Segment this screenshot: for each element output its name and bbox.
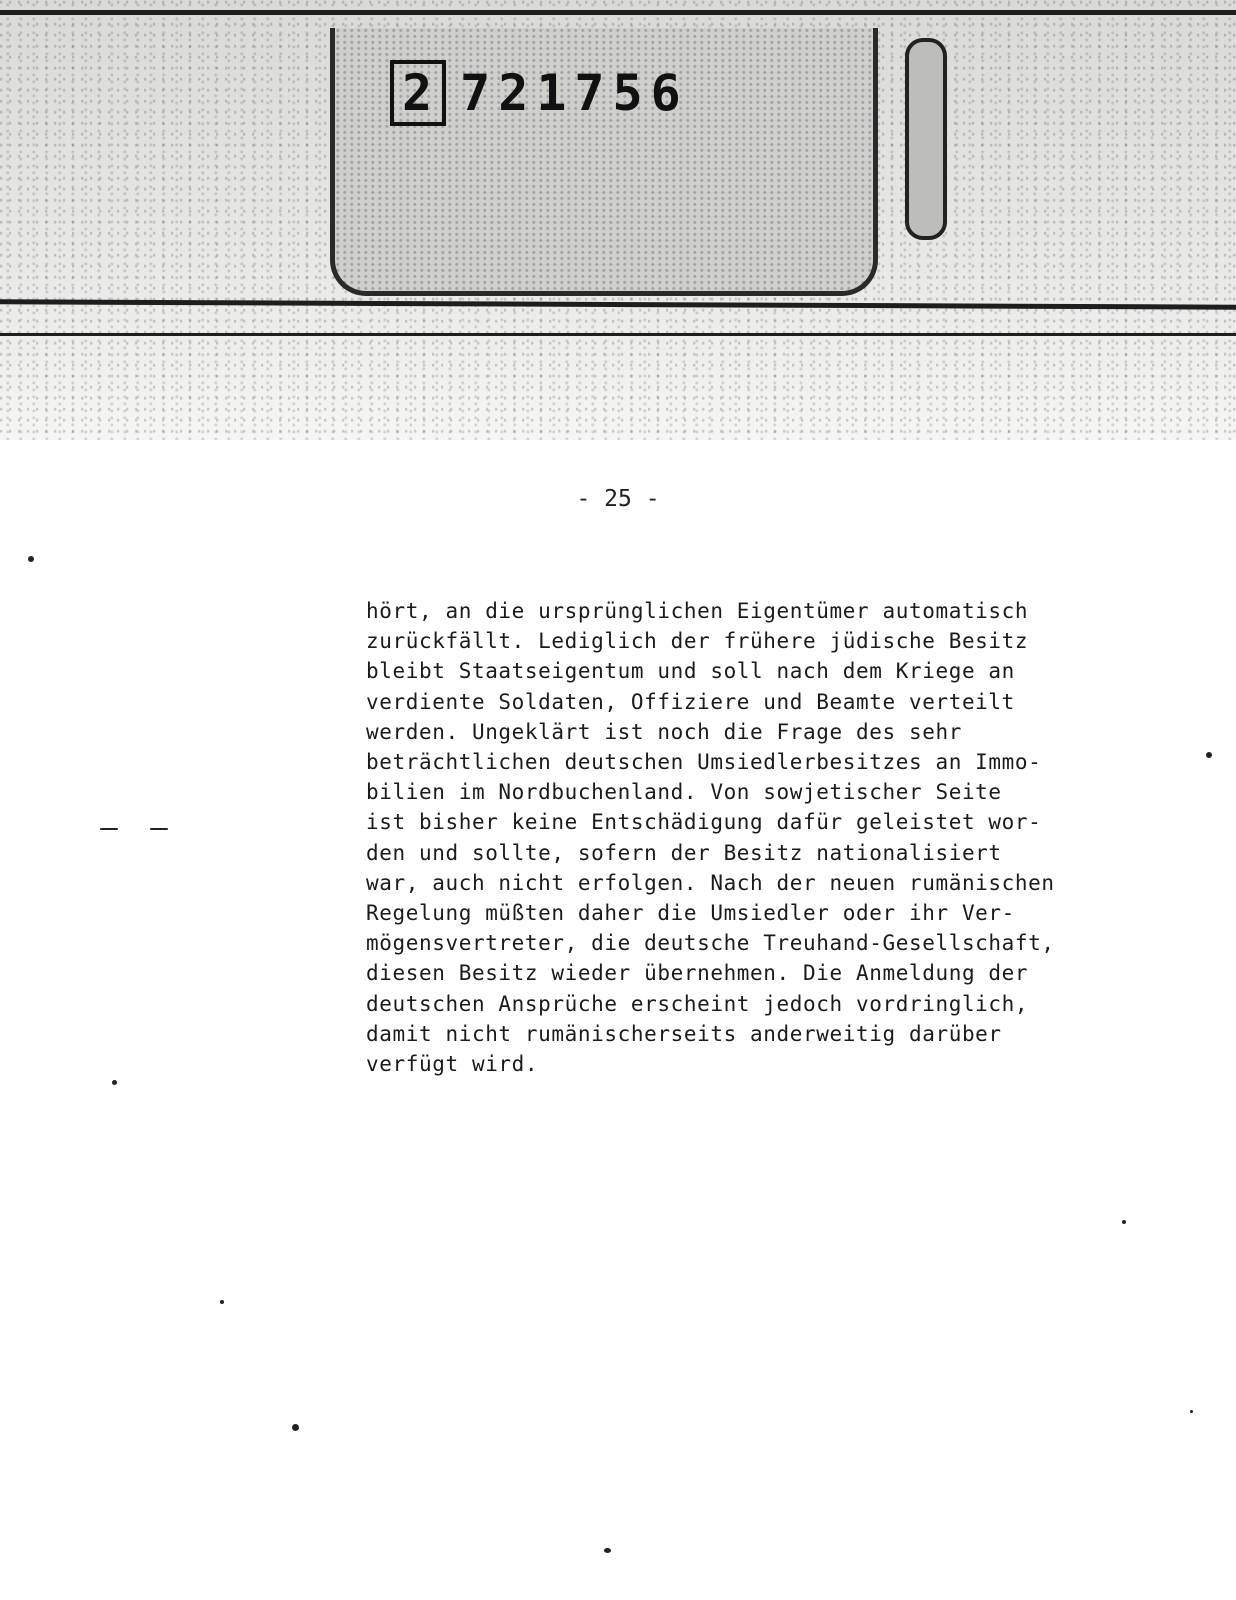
photocopy-speck	[220, 1300, 224, 1304]
text-line: verfügt wird.	[366, 1052, 539, 1077]
header-rule-lower	[0, 333, 1236, 336]
photocopy-speck	[292, 1424, 299, 1431]
header-rule-top	[0, 10, 1236, 15]
text-line: hört, an die ursprünglichen Eigentümer automatisch	[366, 599, 1029, 623]
document-number-boxed-digit: 2	[390, 60, 446, 126]
photocopy-header-band	[0, 0, 1236, 440]
text-line: werden. Ungeklärt ist noch die Frage des sehr	[366, 719, 962, 744]
page-number: - 25 -	[576, 486, 660, 512]
photocopy-speck	[1206, 752, 1212, 758]
photocopy-speck	[28, 556, 34, 562]
text-line: mögensvertreter, die deutsche Treuhand-Gesellschaft,	[366, 931, 1055, 956]
header-rule-middle	[0, 299, 1236, 309]
text-line: ist bisher keine Entschädigung dafür geleistet wor-	[366, 810, 1042, 835]
photocopy-speck	[604, 1548, 611, 1553]
photocopy-speck	[1122, 1220, 1126, 1224]
text-line: war, auch nicht erfolgen. Nach der neuen rumänischen	[366, 870, 1055, 895]
text-line: zurückfällt. Lediglich der frühere jüdische Besitz	[366, 629, 1029, 654]
document-number-stamp	[390, 62, 689, 124]
text-line: deutschen Ansprüche erscheint jedoch vordringlich,	[366, 991, 1029, 1016]
text-line: beträchtlichen deutschen Umsiedlerbesitzes an Immo-	[366, 750, 1042, 775]
photocopy-speck	[150, 828, 168, 830]
photocopy-speck	[112, 1080, 117, 1085]
text-line: bleibt Staatseigentum und soll nach dem Kriege an	[366, 659, 1015, 684]
body-paragraph	[366, 596, 1186, 1079]
document-number-digits: 721756	[460, 64, 689, 122]
photocopy-speck	[100, 828, 118, 830]
photocopy-speck	[1190, 1410, 1193, 1413]
text-line: diesen Besitz wieder übernehmen. Die Anmeldung der	[366, 961, 1029, 986]
text-line: Regelung müßten daher die Umsiedler oder ihr Ver-	[366, 901, 1015, 926]
text-line: damit nicht rumänischerseits anderweitig darüber	[366, 1021, 1002, 1046]
text-line: den und sollte, sofern der Besitz nationalisiert	[366, 840, 1002, 865]
text-line: verdiente Soldaten, Offiziere und Beamte verteilt	[366, 689, 1015, 714]
text-line: bilien im Nordbuchenland. Von sowjetischer Seite	[366, 780, 1002, 805]
clip-shape	[905, 38, 947, 240]
